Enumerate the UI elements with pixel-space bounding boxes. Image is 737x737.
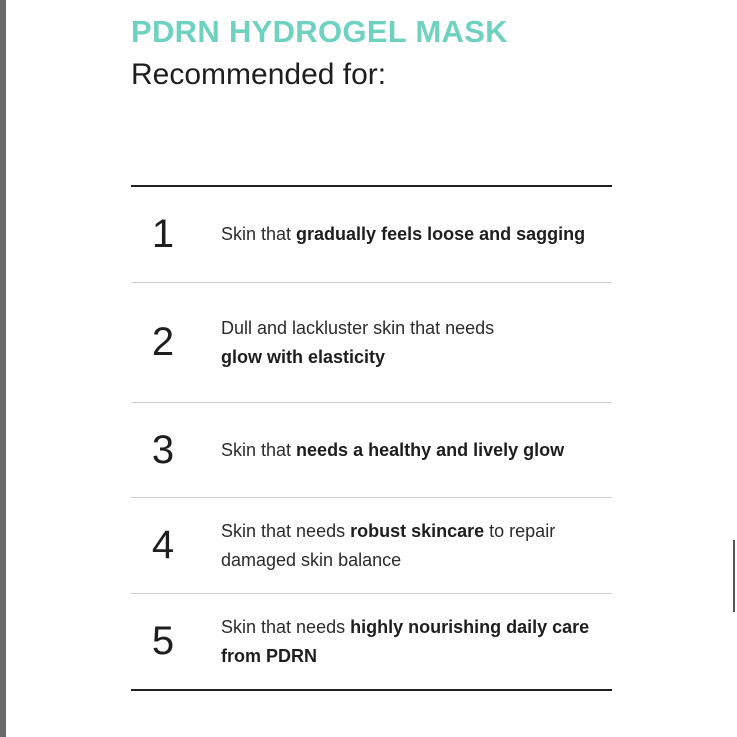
item-number: 5 xyxy=(151,619,175,663)
item-text-line2: damaged skin balance xyxy=(221,549,402,570)
item-text xyxy=(221,220,585,249)
item-text xyxy=(221,613,589,671)
item-text-plain: Skin that needs xyxy=(221,520,351,541)
list-item xyxy=(131,498,612,593)
item-text-plain: Dull and lackluster skin that needs xyxy=(221,317,495,338)
item-number: 4 xyxy=(151,523,175,567)
list-item xyxy=(131,403,612,497)
list-item xyxy=(131,187,612,282)
list-item xyxy=(131,283,612,402)
item-text-bold: glow with elasticity xyxy=(221,346,386,367)
list-item xyxy=(131,594,612,689)
item-text-bold: gradually feels loose and sagging xyxy=(296,224,586,244)
item-text-bold-line2: from PDRN xyxy=(221,645,318,666)
item-number: 1 xyxy=(151,212,175,256)
window-left-edge xyxy=(0,0,6,737)
bottom-divider xyxy=(131,689,612,691)
item-number: 2 xyxy=(151,320,175,364)
item-number: 3 xyxy=(151,427,175,472)
item-text-bold: highly nourishing daily care xyxy=(350,616,590,637)
page-subtitle: Recommended for: xyxy=(131,58,387,91)
item-text xyxy=(221,436,564,465)
item-text-bold: needs a healthy and lively glow xyxy=(296,439,565,460)
scrollbar-thumb[interactable] xyxy=(733,540,735,612)
item-text-plain-tail: to repair xyxy=(484,520,556,541)
item-text-plain: Skin that xyxy=(221,439,297,460)
recommendation-list xyxy=(131,185,612,691)
item-text xyxy=(221,314,494,372)
item-text xyxy=(221,517,555,575)
item-text-plain: Skin that needs xyxy=(221,616,351,637)
product-title: PDRN HYDROGEL MASK xyxy=(131,14,508,49)
item-text-bold: robust skincare xyxy=(350,520,485,541)
item-text-plain: Skin that xyxy=(221,224,297,244)
